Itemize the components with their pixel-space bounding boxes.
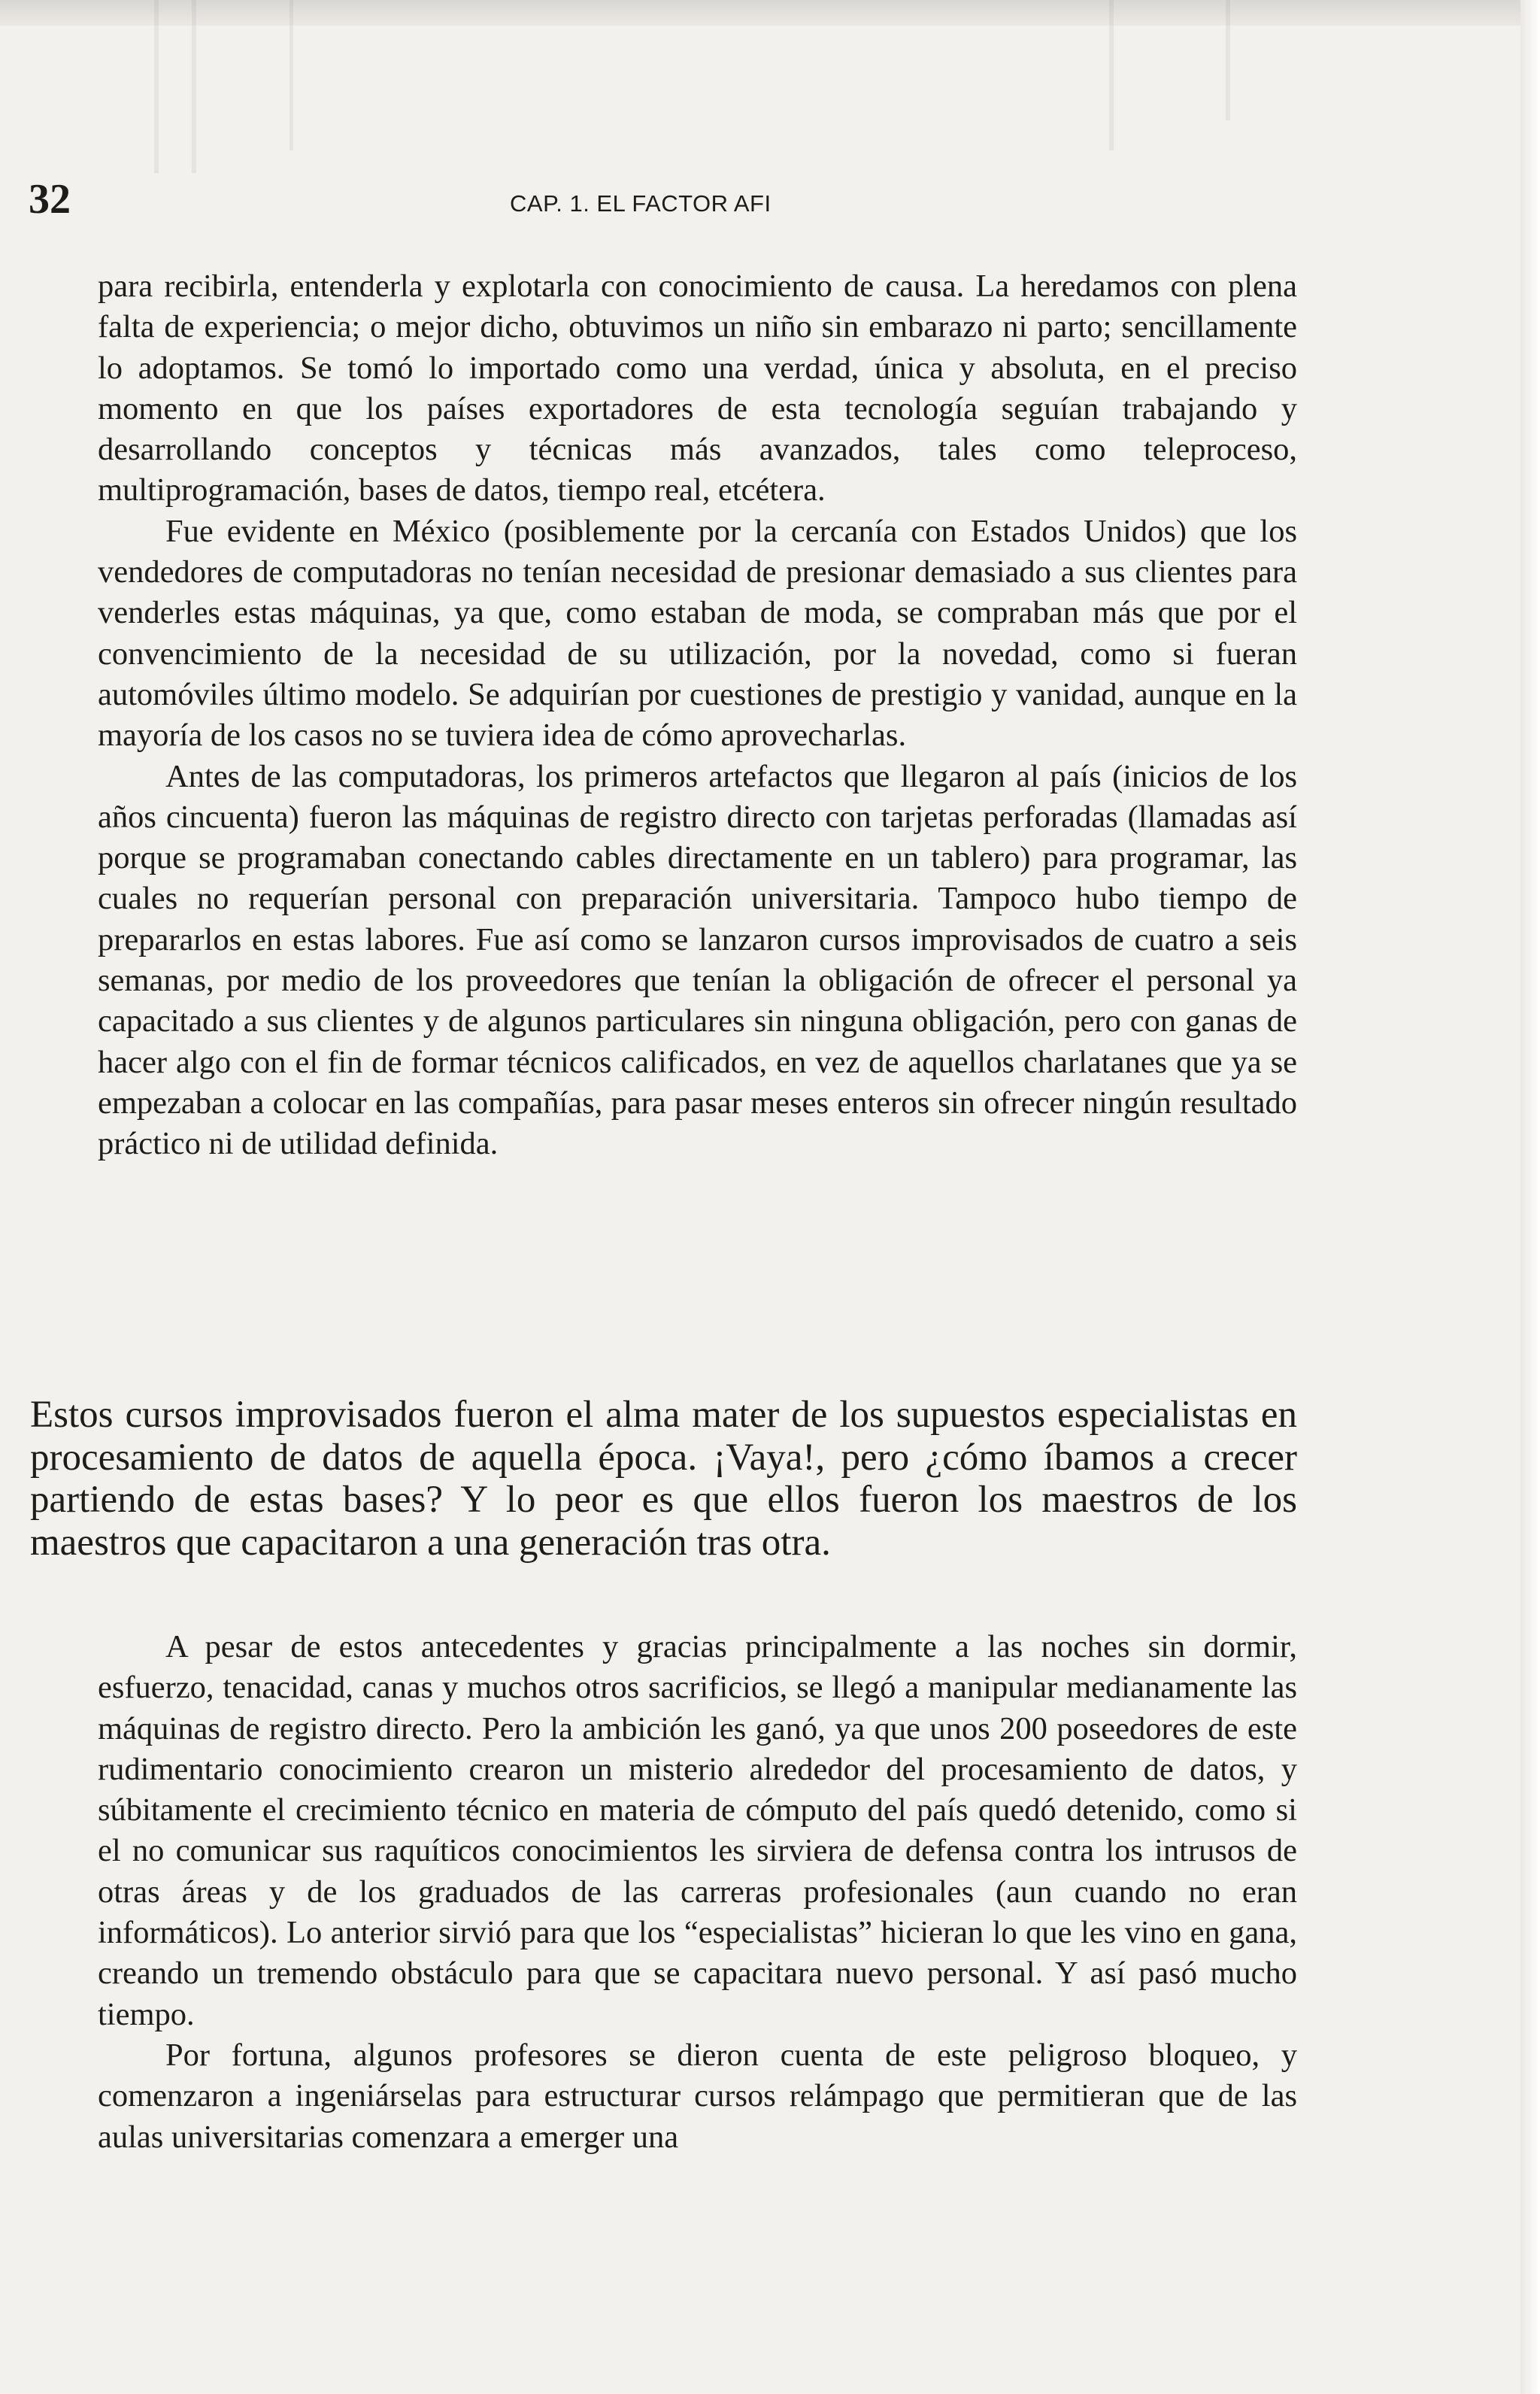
scan-top-edge — [0, 0, 1540, 26]
paragraph: Antes de las computadoras, los primeros artefactos que llegaron al país (inicios de los años cincuenta) fueron las máquinas de registro directo con tarjetas perforadas (llamadas así porque se programaban conectando cables directamente en un tablero) para programar, las cuales no requerían personal con preparación universitaria. Tampoco hubo tiempo de prepararlos en estas labores. Fue así como se lanzaron cursos improvisados de cuatro a seis semanas, por medio de los proveedores que tenían la obligación de ofrecer el personal ya capacitado a sus clientes y de algunos particulares sin ninguna obligación, pero con ganas de hacer algo con el fin de formar técnicos calificados, en vez de aquellos charlatanes que ya se empezaban a colocar en las compañías, para pasar meses enteros sin ofrecer ningún resultado práctico ni de utilidad definida. — [98, 758, 1297, 1162]
body-text-top — [98, 266, 1297, 1165]
show-through-line — [1109, 0, 1114, 150]
scan-right-edge — [1520, 0, 1540, 2394]
paragraph: para recibirla, entenderla y explotarla con conocimiento de causa. La heredamos con plena falta de experiencia; o mejor dicho, obtuvimos un niño sin embarazo ni parto; sencillamente lo adoptamos. Se tomó lo importado como una verdad, única y absoluta, en el preciso momento en que los países exportadores de esta tecnología seguían trabajando y desarrollando conceptos y técnicas más avanzados, tales como teleproceso, multiprogramación, bases de datos, tiempo real, etcétera. — [98, 269, 1297, 508]
show-through-line — [192, 0, 196, 173]
show-through-line — [1226, 0, 1230, 120]
show-through-line — [290, 0, 293, 150]
page-number: 32 — [29, 176, 71, 223]
paragraph: Fue evidente en México (posiblemente por la cercanía con Estados Unidos) que los vendedores de computadoras no tenían necesidad de presionar demasiado a sus clientes para venderles estas máquinas, ya que, como estaban de moda, se compraban más que por el convencimiento de la necesidad de su utilización, por la novedad, como si fueran automóviles último modelo. Se adquirían por cuestiones de prestigio y vanidad, aunque en la mayoría de los casos no se tuviera idea de cómo aprovecharlas. — [98, 513, 1297, 754]
page-header — [29, 173, 1307, 233]
paragraph: A pesar de estos antecedentes y gracias principalmente a las noches sin dormir, esfuerzo, tenacidad, canas y muchos otros sacrificios, se llegó a manipular medianamente las máquinas de registro directo. Pero la ambición les ganó, ya que unos 200 poseedores de este rudimentario conocimiento crearon un misterio alrededor del procesamiento de datos, y súbitamente el crecimiento técnico en materia de cómputo del país quedó detenido, como si el no comunicar sus raquíticos conocimientos les sirviera de defensa contra los intrusos de otras áreas y de los graduados de las carreras profesionales (aun cuando no eran informáticos). Lo anterior sirvió para que los “especialistas” hicieran lo que les vino en gana, creando un tremendo obstáculo para que se capacitara nuevo personal. Y así pasó mucho tiempo. — [98, 1629, 1297, 2032]
show-through-line — [154, 0, 159, 173]
running-head: CAP. 1. EL FACTOR AFI — [510, 190, 772, 217]
body-text-bottom — [98, 1627, 1297, 2158]
paragraph: Por fortuna, algunos profesores se dieron cuenta de este peligroso bloqueo, y comenzaron a ingeniárselas para estructurar cursos relámpago que permitieran que de las aulas universitarias comenzara a emerger una — [98, 2037, 1297, 2155]
pull-quote: Estos cursos improvisados fueron el alma mater de los supuestos especialistas en procesamiento de datos de aquella época. ¡Vaya!, pero ¿cómo íbamos a crecer partiendo de estas bases? Y lo peor es que ellos fueron los maestros de los maestros que capacitaron a una generación tras otra. — [30, 1394, 1297, 1564]
